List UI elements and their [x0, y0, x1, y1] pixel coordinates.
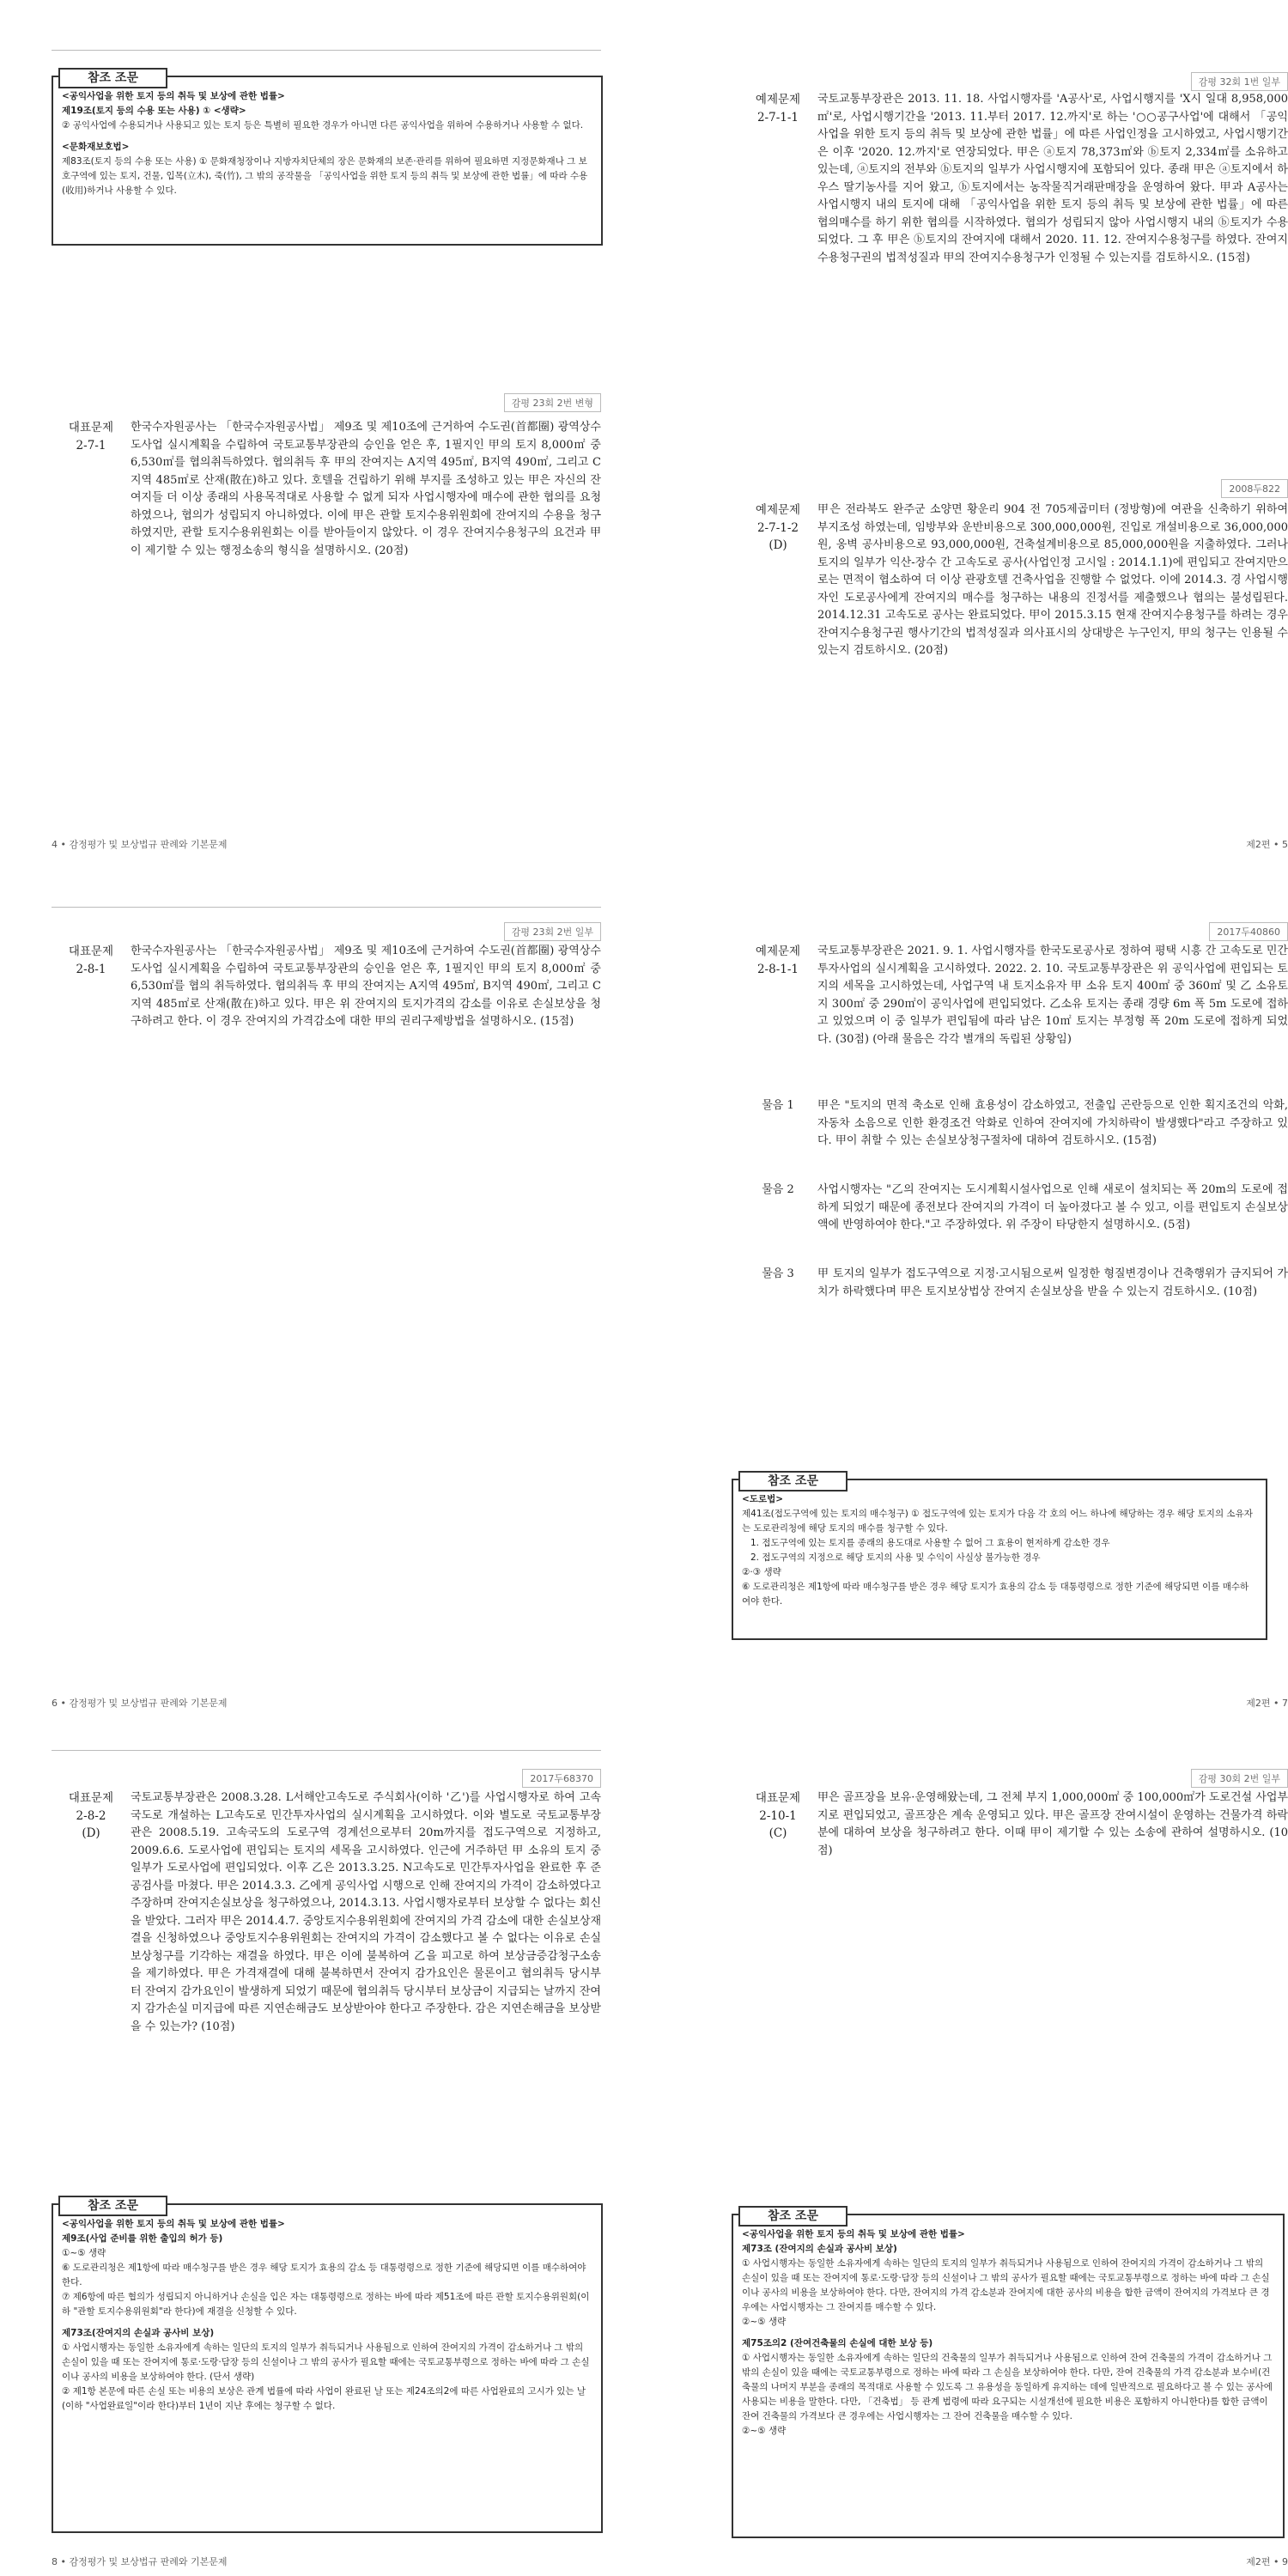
article-text: ②~⑤ 생략	[742, 2426, 787, 2436]
source-tag: 감평 23회 2번 일부	[504, 922, 601, 941]
source-tag: 감평 23회 2번 변형	[504, 393, 601, 412]
law-name: <도로법>	[742, 1494, 784, 1504]
question-text: 甲 토지의 일부가 접도구역으로 지정·고시됨으로써 일정한 형질변경이나 건축행위가 금지되어 가치가 하락했다며 甲은 토지보상법상 잔여지 손실보상을 받을 수 있는지 검토하시오. (10점)	[817, 1267, 1288, 1298]
article-text: ② 공익사업에 수용되거나 사용되고 있는 토지 등은 특별히 필요한 경우가 아니면 다른 공익사업을 위하여 수용하거나 사용할 수 없다.	[62, 120, 584, 131]
source-tag: 2017두40860	[1209, 922, 1288, 941]
problem-label: 대표문제 2-7-1	[68, 421, 114, 453]
problem-label: 예제문제 2-8-1-1	[755, 945, 801, 976]
article-text: ① 사업시행자는 동일한 소유자에게 속하는 일단의 건축물의 일부가 취득되거나 사용됨으로 인하여 잔여 건축물의 가격이 감소하거나 그 밖의 손실이 있을 때에는 국토교통부령으로 정하는 바에 따라 그 손실을 보상하여야 한다. 다만, 잔여 건축물의 가격 감소분과 보수비(건축물의 나머지 부분을 종래의 목적대로 사용할 수 있도록 그 유용성을 동일하게 유지하는 데에 일반적으로 필요하다고 볼 수 있는 공사에 사용되는 비용을 말한다. 다만, 「건축법」 등 관계 법령에 따라 요구되는 시설개선에 필요한 비용은 포함하지 아니한다)를 합한 금액이 잔여 건축물의 가격보다 큰 경우에는 사업시행자는 그 잔여 건축물을 매수할 수 있다.	[742, 2353, 1273, 2421]
problem-label: 대표문제 2-10-1 (C)	[755, 1791, 801, 1840]
reference-title: 참조 조문	[58, 68, 167, 88]
question-label: 물음 3	[762, 1267, 794, 1280]
problem-block	[52, 943, 601, 1031]
source-tag: 2008두822	[1221, 479, 1288, 498]
question-2	[738, 1182, 1288, 1235]
problem-text: 국토교통부장관은 2013. 11. 18. 사업시행자를 'A공사'로, 사업시행지를 'X시 일대 8,958,000㎡'로, 사업시행기간을 '2013. 11.부터 2017. 12.까지'로 하는 '○○공구사업'에 대해서 「공익사업을 위한 토지 등의 취득 및 보상에 관한 법률」에 따른 사업인정을 고시하였고, 사업시행기간은 이후 '2020. 12.까지'로 연장되었다. 甲은 ⓐ토지 78,373㎡와 ⓑ토지 2,334㎡를 소유하고 있는데, ⓐ토지의 전부와 ⓑ토지의 일부가 사업시행지에 포함되어 있다. 종래 甲은 ⓐ토지에서 하우스 딸기농사를 지어 왔고, ⓑ토지에서는 농작물직거래판매장을 운영하여 왔다. 甲과 A공사는 사업시행지 내의 토지에 대해 「공익사업을 위한 토지 등의 취득 및 보상에 관한 법률」에 따른 협의매수를 하기 위한 협의를 시작하였다. 협의가 성립되지 않아 사업시행지 내의 ⓑ토지가 수용되었다. 그 후 甲은 ⓑ토지의 잔여지에 대해서 2020. 11. 12. 잔여지수용청구를 하였다. 잔여지수용청구권의 법적성질과 甲의 잔여지수용청구가 인정될 수 있는지를 검토하시오. (15점)	[817, 93, 1288, 264]
article-text: 제41조(접도구역에 있는 토지의 매수청구) ① 접도구역에 있는 토지가 다음 각 호의 어느 하나에 해당하는 경우 해당 토지의 소유자는 도로관리청에 해당 토지의 매수를 청구할 수 있다.	[742, 1509, 1253, 1534]
problem-block	[738, 1789, 1288, 1860]
problem-text: 甲은 전라북도 완주군 소양면 황운리 904 전 705제곱미터 (정방형)에 여관을 신축하기 위하여 부지조성 하였는데, 임방부와 운반비용으로 300,000,000원, 진입로 개설비용으로 36,000,000원, 옹벽 공사비용으로 93,000,000원, 건축설계비용으로 85,000,000원을 지출하였다. 그러나 토지의 일부가 익산-장수 간 고속도로 공사(사업인정 고시일 : 2014.1.1)에 편입되고 잔여지만으로는 면적이 협소하여 더 이상 관광호텔 건축사업을 진행할 수 없었다. 이에 2014.3. 경 사업시행자인 도로공사에게 잔여지의 매수를 청구하는 내용의 진정서를 제출했으나 협의는 불성립된다. 2014.12.31 고속도로 공사는 완료되었다. 甲이 2015.3.15 현재 잔여지수용청구를 하려는 경우 잔여지수용청구권 행사기간의 법적성질과 의사표시의 상대방은 누구인지, 甲의 청구는 인용될 수 있는지 검토하시오. (20점)	[817, 503, 1288, 657]
article-item: 2. 접도구역의 지정으로 해당 토지의 사용 및 수익이 사실상 불가능한 경우	[750, 1552, 1041, 1563]
reference-box	[52, 2199, 603, 2533]
article-text: ②·③ 생략	[742, 1567, 781, 1577]
problem-text: 한국수자원공사는 「한국수자원공사법」 제9조 및 제10조에 근거하여 수도권(首都圈) 광역상수도사업 실시계획을 수립하여 국토교통부장관의 승인을 얻은 후, 1필지인 甲의 토지 8,000㎡ 중 6,530㎡를 협의 취득하였다. 협의취득 후 甲의 잔여지는 A지역 495㎡, B지역 490㎡, 그리고 C지역 485㎡로 산재(散在)하고 있다. 甲은 위 잔여지의 토지가격의 감소를 이유로 손실보상을 청구하려고 한다. 이 경우 잔여지의 가격감소에 대한 甲의 권리구제방법을 설명하시오. (15점)	[131, 945, 601, 1028]
page-footer: 6 • 감정평가 및 보상법규 판례와 기본문제	[52, 1698, 228, 1709]
article-heading: 제75조의2 (잔여건축물의 손실에 대한 보상 등)	[742, 2338, 933, 2348]
reference-title: 참조 조문	[738, 1471, 848, 1492]
source-tag: 감평 32회 1번 일부	[1191, 72, 1288, 91]
spread-pages-6-7	[0, 859, 1288, 1717]
spread-pages-4-5	[0, 0, 1288, 859]
article-text: ① 사업시행자는 동일한 소유자에게 속하는 일단의 토지의 일부가 취득되거나 사용됨으로 인하여 잔여지의 가격이 감소하거나 그 밖의 손실이 있을 때 또는 잔여지에 통로·도랑·담장 등의 신설이나 그 밖의 공사가 필요할 때에는 국토교통부령으로 정하는 바에 따라 그 손실이나 공사의 비용을 보상하여야 한다. (단서 생략)	[62, 2342, 590, 2382]
problem-text: 한국수자원공사는 「한국수자원공사법」 제9조 및 제10조에 근거하여 수도권(首都圈) 광역상수도사업 실시계획을 수립하여 국토교통부장관의 승인을 얻은 후, 1필지인 甲의 토지 8,000㎡ 중 6,530㎡를 협의취득하였다. 협의취득 후 甲의 잔여지는 A지역 495㎡, B지역 490㎡, 그리고 C지역 485㎡로 산재(散在)하고 있다. 호텔을 건립하기 위해 부지를 조성하고 있는 甲은 자신의 잔여지들 더 이상 종래의 사용목적대로 사용할 수 없게 되자 사업시행자에 매수에 관한 협의를 요청하였으나, 협의가 성립되지 아니하였다. 이에 甲은 관할 토지수용위원회에 잔여지의 수용을 청구하였지만, 관할 토지수용위원회는 이를 받아들이지 않았다. 이 경우 잔여지수용청구의 요건과 甲이 제기할 수 있는 행정소송의 형식을 설명하시오. (20점)	[131, 421, 601, 557]
article-heading: 제73조 (잔여지의 손실과 공사비 보상)	[742, 2244, 897, 2254]
page-4	[52, 0, 601, 859]
page-footer: 8 • 감정평가 및 보상법규 판례와 기본문제	[52, 2556, 228, 2567]
reference-box	[732, 2209, 1285, 2538]
reference-box	[732, 1474, 1267, 1640]
problem-label: 예제문제 2-7-1-2 (D)	[755, 503, 801, 552]
problem-label: 대표문제 2-8-1	[68, 945, 114, 976]
question-text: 사업시행자는 "乙의 잔여지는 도시계획시설사업으로 인해 새로이 설치되는 폭 20m의 도로에 접하게 되었기 때문에 종전보다 잔여지의 가격이 더 높아졌다고 볼 수 있고, 이를 편입토지 손실보상액에 반영하여야 한다."고 주장하였다. 위 주장이 타당한지 설명하시오. (5점)	[817, 1183, 1288, 1231]
question-3	[738, 1266, 1288, 1301]
page-7	[738, 859, 1288, 1717]
spread-pages-8-9	[0, 1717, 1288, 2576]
page-footer: 제2편 • 5	[1246, 839, 1288, 850]
question-text: 甲은 "토지의 면적 축소로 인해 효용성이 감소하였고, 전출입 곤란등으로 인한 획지조건의 악화, 자동차 소음으로 인한 환경조건 악화로 인하여 잔여지에 가치하락이 발생했다"라고 주장하고 있다. 甲이 취할 수 있는 손실보상청구절차에 대하여 검토하시오. (15점)	[817, 1099, 1288, 1147]
article-text: ⑥ 도로관리청은 제1항에 따라 매수청구를 받은 경우 해당 토지가 효용의 감소 등 대통령령으로 정한 기준에 해당되면 이를 매수하여야 한다.	[62, 2263, 586, 2287]
article-item: 1. 접도구역에 있는 토지를 종래의 용도대로 사용할 수 없어 그 효용이 현저하게 감소한 경우	[750, 1538, 1110, 1548]
law-name: <공익사업을 위한 토지 등의 취득 및 보상에 관한 법률>	[742, 2229, 965, 2239]
page-6	[52, 859, 601, 1717]
law-name: <공익사업을 위한 토지 등의 취득 및 보상에 관한 법률>	[62, 91, 285, 101]
question-label: 물음 2	[762, 1183, 794, 1196]
problem-block	[52, 419, 601, 560]
problem-block	[738, 943, 1288, 1048]
problem-block	[52, 1789, 601, 2036]
article-heading: 제19조(토지 등의 수용 또는 사용) ① <생략>	[62, 106, 246, 116]
article-text: ⑥ 도로관리청은 제1항에 따라 매수청구를 받은 경우 해당 토지가 효용의 감소 등 대통령령으로 정한 기준에 해당되면 이를 매수하여야 한다.	[742, 1582, 1249, 1607]
problem-block	[738, 501, 1288, 660]
top-rule	[52, 1750, 601, 1751]
problem-text: 국토교통부장관은 2021. 9. 1. 사업시행자를 한국도로공사로 정하여 평택 시흥 간 고속도로 민간투자사업의 실시계획을 고시하였다. 2022. 2. 10. 국토교통부장관은 위 공익사업에 편입되는 토지의 세목을 고시하였는데, 사업구역 내 토지소유자 甲 소유 토지 400㎡ 중 360㎡ 및 乙 소유토지 300㎡ 중 290㎡이 공익사업에 편입되었다. 乙소유 토지는 종래 경량 6m 폭 5m 도로에 접하고 있었으며 이 중 일부가 편입됨에 따라 남은 10㎡ 토지는 부정형 폭 20m 도로에 접하게 되었다. (30점) (아래 물음은 각각 별개의 독립된 상황임)	[817, 945, 1288, 1046]
reference-title: 참조 조문	[58, 2196, 167, 2216]
page-9	[738, 1717, 1288, 2576]
problem-label: 대표문제 2-8-2 (D)	[68, 1791, 114, 1840]
article-heading: 제9조(사업 준비를 위한 출입의 허가 등)	[62, 2233, 223, 2244]
top-rule	[52, 907, 601, 908]
page-footer: 제2편 • 7	[1246, 1698, 1288, 1709]
article-text: ② 제1항 본문에 따른 손실 또는 비용의 보상은 관계 법률에 따라 사업이 완료된 날 또는 제24조의2에 따른 사업완료의 고시가 있는 날(이하 "사업완료일"이라 한다)부터 1년이 지난 후에는 청구할 수 없다.	[62, 2386, 586, 2411]
source-tag: 2017두68370	[522, 1769, 601, 1788]
article-heading: 제73조(잔여지의 손실과 공사비 보상)	[62, 2328, 215, 2338]
problem-text: 甲은 골프장을 보유·운영해왔는데, 그 전체 부지 1,000,000㎡ 중 100,000㎡가 도로건설 사업부지로 편입되었고, 골프장은 계속 운영되고 있다. 甲은 골프장 잔여시설이 운영하는 건물가격 하락분에 대하여 보상을 청구하려고 한다. 이때 甲이 제기할 수 있는 소송에 관하여 설명하시오. (10점)	[817, 1791, 1288, 1857]
article-text: ②~⑤ 생략	[742, 2317, 787, 2327]
page-footer: 4 • 감정평가 및 보상법규 판례와 기본문제	[52, 839, 228, 850]
article-text: 제83조(토지 등의 수용 또는 사용) ① 문화재청장이나 지방자치단체의 장은 문화재의 보존·관리를 위하여 필요하면 지정문화재나 그 보호구역에 있는 토지, 건물, 입목(立木), 죽(竹), 그 밖의 공작물을 「공익사업을 위한 토지 등의 취득 및 보상에 관한 법률」에 따라 수용(收用)하거나 사용할 수 있다.	[62, 156, 588, 196]
reference-box	[52, 71, 603, 246]
law-name: <문화재보호법>	[62, 142, 130, 152]
page-footer: 제2편 • 9	[1246, 2556, 1288, 2567]
page-5	[738, 0, 1288, 859]
reference-title: 참조 조문	[738, 2206, 848, 2227]
problem-text: 국토교통부장관은 2008.3.28. L서해안고속도로 주식회사(이하 '乙')를 사업시행자로 하여 고속국도로 개설하는 L고속도로 민간투자사업의 실시계획을 고시하였다. 이와 별도로 국토교통부장관은 2008.5.19. 고속국도의 도로구역 경계선으로부터 20m까지를 접도구역으로 지정하고, 2009.6.6. 도로사업에 편입되는 토지의 세목을 고시하였다. 인근에 거주하던 甲 소유의 토지 중 일부가 도로사업에 편입되었다. 이후 乙은 2013.3.25. N고속도로 민간투자사업을 완료한 후 준공검사를 마쳤다. 甲은 2014.3.3. 乙에게 공익사업 시행으로 인해 잔여지의 가격이 감소하였다고 주장하며 잔여지손실보상을 청구하였으나, 2014.3.13. 사업시행자로부터 보상할 수 없다는 회신을 받았다. 그러자 甲은 2014.4.7. 중앙토지수용위원회에 잔여지의 가격 감소에 대한 손실보상재결을 신청하였으나 중앙토지수용위원회는 잔여지의 가격이 감소했다고 볼 수 없다는 이유로 손실보상청구를 기각하는 재결을 하였다. 甲은 이에 불복하여 乙을 피고로 하여 보상금증감청구소송을 제기하였다. 甲은 가격재결에 대해 불복하면서 잔여지 감가요인은 물론이고 협의취득 당시부터 잔여지 감가요인이 발생하게 되었기 때문에 협의취득 당시부터 보상금이 지급되는 날까지 잔여지 감가손실 미지급에 따른 지연손해금도 보상받아야 한다고 주장한다. 감은 지연손해금을 보상받을 수 있는가? (10점)	[131, 1791, 601, 2033]
article-text: ① 사업시행자는 동일한 소유자에게 속하는 일단의 토지의 일부가 취득되거나 사용됨으로 인하여 잔여지의 가격이 감소하거나 그 밖의 손실이 있을 때 또는 잔여지에 통로·도랑·담장 등의 신설이나 그 밖의 공사가 필요할 때에는 국토교통부령으로 정하는 바에 따라 그 손실이나 공사의 비용을 보상하여야 한다. 다만, 잔여지의 가격 감소분과 잔여지에 대한 공사의 비용을 합한 금액이 잔여지의 가격보다 큰 경우에는 사업시행자는 그 잔여지를 매수할 수 있다.	[742, 2258, 1270, 2312]
problem-label: 예제문제 2-7-1-1	[755, 93, 801, 125]
question-1	[738, 1097, 1288, 1151]
problem-block	[738, 91, 1288, 267]
article-text: ①~⑤ 생략	[62, 2248, 106, 2258]
top-rule	[52, 50, 601, 51]
question-label: 물음 1	[762, 1099, 794, 1112]
law-name: <공익사업을 위한 토지 등의 취득 및 보상에 관한 법률>	[62, 2219, 285, 2229]
page-8	[52, 1717, 601, 2576]
source-tag: 감평 30회 2번 일부	[1191, 1769, 1288, 1788]
article-text: ⑦ 제6항에 따른 협의가 성립되지 아니하거나 손실을 입은 자는 대통령령으로 정하는 바에 따라 제51조에 따른 관할 토지수용위원회(이하 "관할 토지수용위원회"라 한다)에 재결을 신청할 수 있다.	[62, 2292, 590, 2317]
